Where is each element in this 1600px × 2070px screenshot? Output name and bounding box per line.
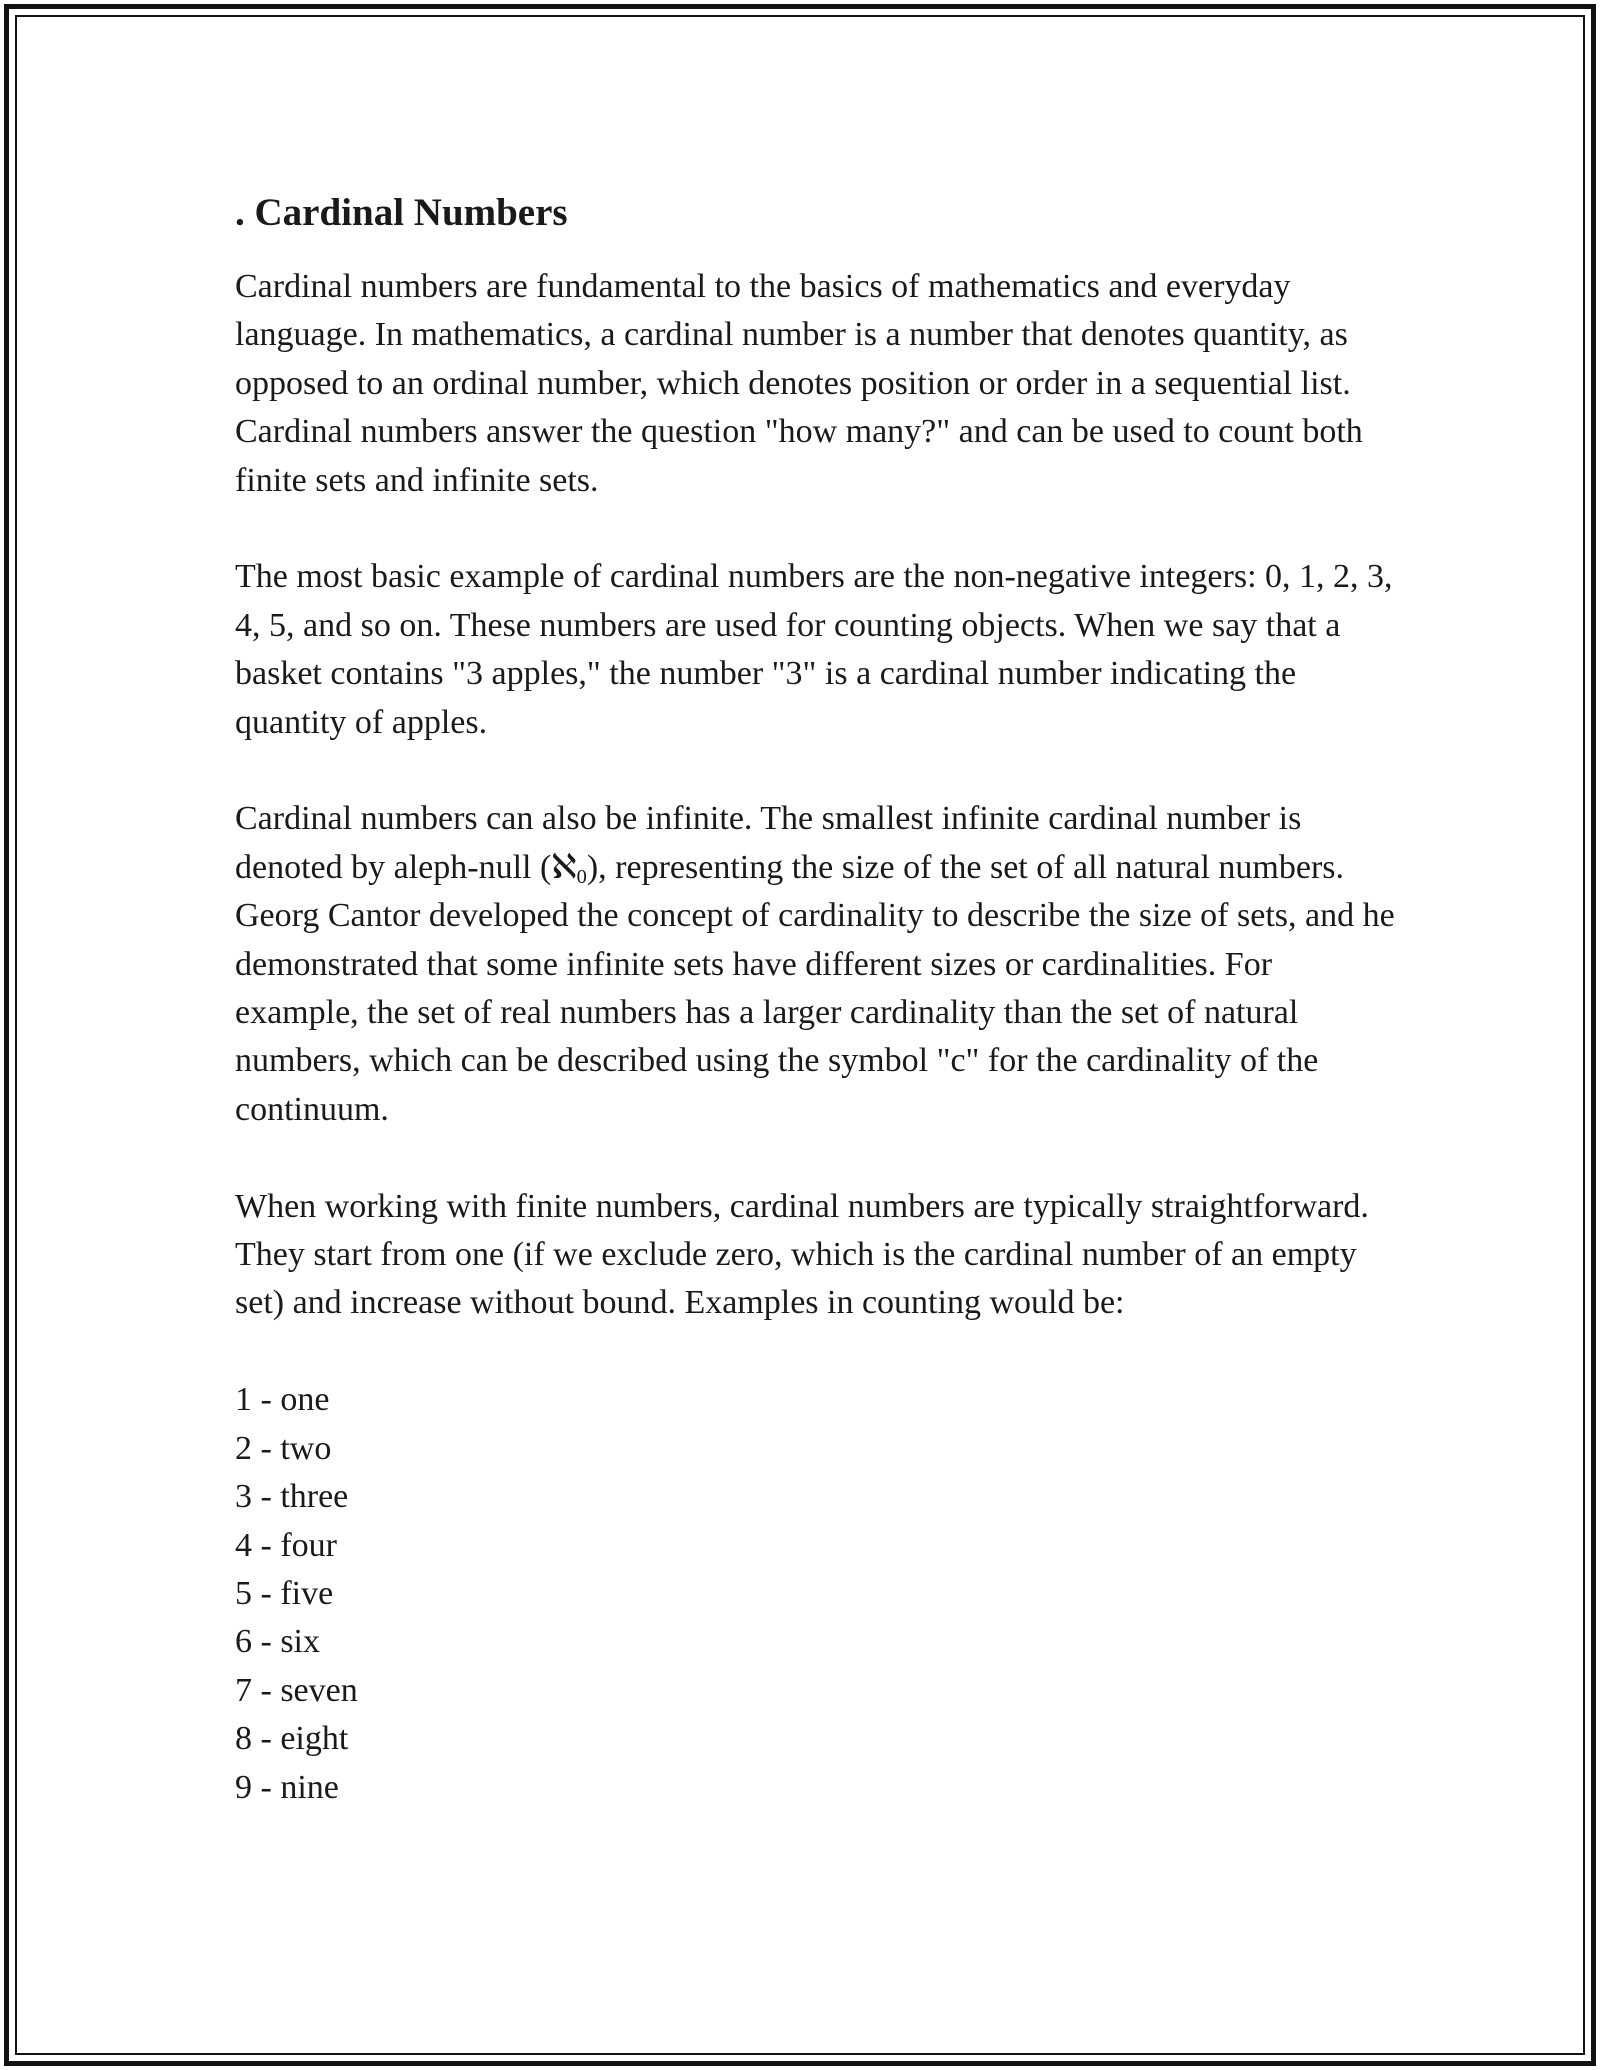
list-item: 8 - eight: [235, 1720, 349, 1758]
counting-list: [235, 1376, 1395, 1812]
paragraph-infinite: [235, 795, 1395, 1134]
list-item: 3 - three: [235, 1478, 349, 1516]
list-item: 6 - six: [235, 1623, 320, 1661]
list-item: 2 - two: [235, 1429, 332, 1467]
paragraph-basic-example: The most basic example of cardinal numbers are the non-negative integers: 0, 1, 2, 3, 4, 5, and so on. These numbers are used for counting objects. When we say that a basket contains "3 apples," the number "3" is a cardinal number indicating the quantity of apples.: [235, 558, 1393, 741]
document-content: [235, 185, 1395, 1812]
list-item: 1 - one: [235, 1381, 330, 1419]
paragraph-finite: When working with finite numbers, cardinal numbers are typically straightforward. They start from one (if we exclude zero, which is the cardinal number of an empty set) and increase without bound. Examples in counting would be:: [235, 1187, 1369, 1322]
section-title: . Cardinal Numbers: [235, 191, 568, 234]
aleph-null-subscript: 0: [576, 865, 587, 888]
paragraph-infinite-text-after: ), representing the size of the set of all natural numbers. Georg Cantor developed the concept of cardinality to describe the size of sets, and he demonstrated that some infinite sets have different sizes or cardinalities. For example, the set of real numbers has a larger cardinality than the set of natural numbers, which can be described using the symbol "c" for the cardinality of the continuum.: [235, 848, 1395, 1128]
paragraph-intro: Cardinal numbers are fundamental to the basics of mathematics and everyday language. In mathematics, a cardinal number is a number that denotes quantity, as opposed to an ordinal number, which denotes position or order in a sequential list. Cardinal numbers answer the question "how many?" and can be used to count both finite sets and infinite sets.: [235, 268, 1363, 499]
aleph-null-symbol: ℵ: [551, 848, 577, 886]
list-item: 4 - four: [235, 1526, 337, 1564]
list-item: 9 - nine: [235, 1768, 339, 1806]
list-item: 7 - seven: [235, 1671, 358, 1709]
document-body: [235, 263, 1395, 1812]
list-item: 5 - five: [235, 1574, 334, 1612]
paragraph-infinite-text-before: Cardinal numbers can also be infinite. The smallest infinite cardinal number is denoted by aleph-null (: [235, 800, 1302, 886]
